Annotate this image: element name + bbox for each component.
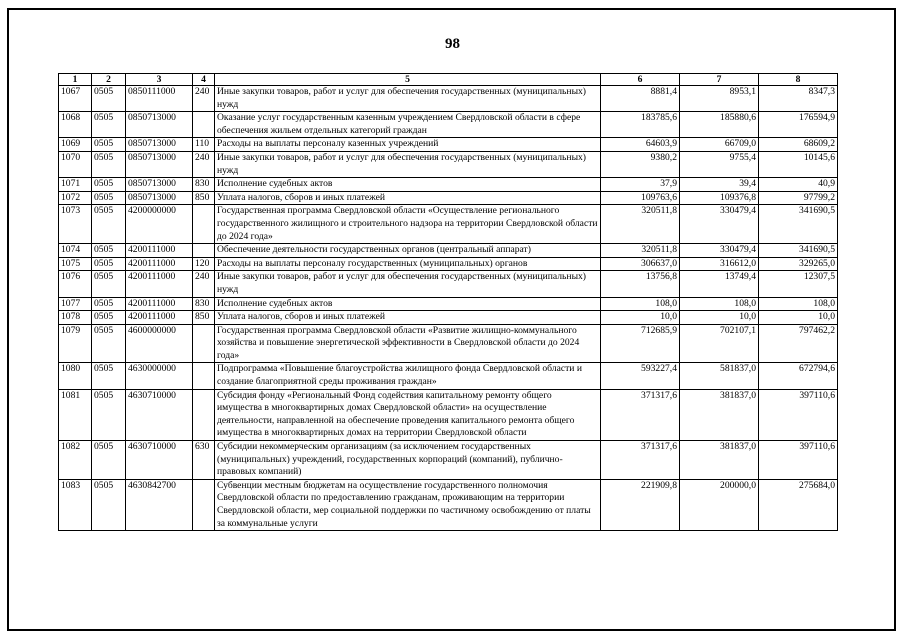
amount-year-2: 185880,6 [680, 112, 759, 138]
expense-type-code: 240 [193, 271, 215, 297]
target-article-code: 4630000000 [126, 363, 193, 389]
amount-year-3: 108,0 [759, 297, 838, 311]
amount-year-2: 381837,0 [680, 389, 759, 440]
section-code: 0505 [92, 112, 126, 138]
row-number: 1073 [59, 205, 92, 244]
target-article-code: 4600000000 [126, 324, 193, 363]
section-code: 0505 [92, 363, 126, 389]
table-row [59, 138, 838, 152]
target-article-code: 4200111000 [126, 297, 193, 311]
row-number: 1083 [59, 479, 92, 530]
amount-year-1: 10,0 [601, 311, 680, 325]
amount-year-2: 200000,0 [680, 479, 759, 530]
table-row [59, 86, 838, 112]
amount-year-1: 109763,6 [601, 191, 680, 205]
table-row [59, 205, 838, 244]
expense-type-code [193, 363, 215, 389]
target-article-code: 4630710000 [126, 389, 193, 440]
amount-year-3: 10,0 [759, 311, 838, 325]
item-name: Уплата налогов, сборов и иных платежей [215, 311, 601, 325]
table-row [59, 257, 838, 271]
item-name: Субсидия фонду «Региональный Фонд содействия капитальному ремонту общего имущества в многоквартирных домах Свердловской области» на осуществление деятельности, направленной на обеспечение проведения капитального ремонта общего имущества в многоквартирных домах на территории Свердловской области [215, 389, 601, 440]
amount-year-2: 330479,4 [680, 205, 759, 244]
expense-type-code [193, 324, 215, 363]
amount-year-1: 13756,8 [601, 271, 680, 297]
item-name: Оказание услуг государственным казенным учреждением Свердловской области в сфере обеспечения жильем отдельных категорий граждан [215, 112, 601, 138]
amount-year-2: 316612,0 [680, 257, 759, 271]
item-name: Расходы на выплаты персоналу казенных учреждений [215, 138, 601, 152]
item-name: Субсидии некоммерческим организациям (за исключением государственных (муниципальных) учреждений, государственных корпораций (компаний), публично-правовых компаний) [215, 441, 601, 480]
row-number: 1071 [59, 178, 92, 192]
expense-type-code: 240 [193, 151, 215, 177]
item-name: Иные закупки товаров, работ и услуг для обеспечения государственных (муниципальных) нужд [215, 86, 601, 112]
column-header: 3 [126, 74, 193, 86]
target-article-code: 0850713000 [126, 178, 193, 192]
table-row [59, 112, 838, 138]
amount-year-3: 8347,3 [759, 86, 838, 112]
amount-year-1: 221909,8 [601, 479, 680, 530]
target-article-code: 4200111000 [126, 244, 193, 258]
column-header: 1 [59, 74, 92, 86]
amount-year-1: 320511,8 [601, 244, 680, 258]
amount-year-3: 176594,9 [759, 112, 838, 138]
amount-year-3: 40,9 [759, 178, 838, 192]
amount-year-2: 381837,0 [680, 441, 759, 480]
expense-type-code: 120 [193, 257, 215, 271]
item-name: Государственная программа Свердловской области «Развитие жилищно-коммунального хозяйства и повышение энергетической эффективности в Свердловской области до 2024 года» [215, 324, 601, 363]
item-name: Исполнение судебных актов [215, 297, 601, 311]
expense-type-code [193, 479, 215, 530]
section-code: 0505 [92, 441, 126, 480]
row-number: 1077 [59, 297, 92, 311]
section-code: 0505 [92, 257, 126, 271]
amount-year-1: 712685,9 [601, 324, 680, 363]
amount-year-3: 341690,5 [759, 244, 838, 258]
item-name: Обеспечение деятельности государственных органов (центральный аппарат) [215, 244, 601, 258]
amount-year-3: 68609,2 [759, 138, 838, 152]
column-header: 5 [215, 74, 601, 86]
item-name: Иные закупки товаров, работ и услуг для обеспечения государственных (муниципальных) нужд [215, 271, 601, 297]
expense-type-code: 240 [193, 86, 215, 112]
row-number: 1074 [59, 244, 92, 258]
amount-year-1: 183785,6 [601, 112, 680, 138]
amount-year-3: 397110,6 [759, 389, 838, 440]
amount-year-2: 8953,1 [680, 86, 759, 112]
item-name: Государственная программа Свердловской области «Осуществление регионального государственного жилищного и строительного надзора на территории Свердловской области до 2024 года» [215, 205, 601, 244]
section-code: 0505 [92, 205, 126, 244]
row-number: 1070 [59, 151, 92, 177]
budget-table [58, 73, 838, 531]
amount-year-3: 797462,2 [759, 324, 838, 363]
row-number: 1081 [59, 389, 92, 440]
table-row [59, 271, 838, 297]
section-code: 0505 [92, 138, 126, 152]
row-number: 1075 [59, 257, 92, 271]
amount-year-3: 10145,6 [759, 151, 838, 177]
table-row [59, 178, 838, 192]
amount-year-2: 13749,4 [680, 271, 759, 297]
amount-year-1: 371317,6 [601, 389, 680, 440]
target-article-code: 4630842700 [126, 479, 193, 530]
section-code: 0505 [92, 191, 126, 205]
table-row [59, 297, 838, 311]
item-name: Иные закупки товаров, работ и услуг для обеспечения государственных (муниципальных) нужд [215, 151, 601, 177]
amount-year-1: 8881,4 [601, 86, 680, 112]
row-number: 1069 [59, 138, 92, 152]
column-header: 6 [601, 74, 680, 86]
row-number: 1068 [59, 112, 92, 138]
amount-year-3: 275684,0 [759, 479, 838, 530]
amount-year-3: 12307,5 [759, 271, 838, 297]
amount-year-2: 581837,0 [680, 363, 759, 389]
amount-year-1: 371317,6 [601, 441, 680, 480]
amount-year-1: 593227,4 [601, 363, 680, 389]
section-code: 0505 [92, 311, 126, 325]
column-header: 4 [193, 74, 215, 86]
amount-year-2: 10,0 [680, 311, 759, 325]
row-number: 1080 [59, 363, 92, 389]
amount-year-3: 397110,6 [759, 441, 838, 480]
target-article-code: 4200111000 [126, 311, 193, 325]
table-row [59, 389, 838, 440]
amount-year-3: 341690,5 [759, 205, 838, 244]
table-row [59, 363, 838, 389]
amount-year-1: 108,0 [601, 297, 680, 311]
row-number: 1067 [59, 86, 92, 112]
expense-type-code: 850 [193, 311, 215, 325]
table-row [59, 311, 838, 325]
table-row [59, 324, 838, 363]
table-row [59, 191, 838, 205]
amount-year-1: 64603,9 [601, 138, 680, 152]
amount-year-2: 702107,1 [680, 324, 759, 363]
table-row [59, 479, 838, 530]
amount-year-3: 97799,2 [759, 191, 838, 205]
amount-year-1: 320511,8 [601, 205, 680, 244]
row-number: 1079 [59, 324, 92, 363]
item-name: Расходы на выплаты персоналу государственных (муниципальных) органов [215, 257, 601, 271]
expense-type-code: 110 [193, 138, 215, 152]
amount-year-2: 39,4 [680, 178, 759, 192]
table-row [59, 441, 838, 480]
row-number: 1082 [59, 441, 92, 480]
row-number: 1076 [59, 271, 92, 297]
section-code: 0505 [92, 244, 126, 258]
expense-type-code [193, 389, 215, 440]
amount-year-2: 66709,0 [680, 138, 759, 152]
target-article-code: 0850713000 [126, 191, 193, 205]
target-article-code: 4200111000 [126, 257, 193, 271]
column-header: 2 [92, 74, 126, 86]
row-number: 1072 [59, 191, 92, 205]
expense-type-code: 830 [193, 178, 215, 192]
column-header: 8 [759, 74, 838, 86]
amount-year-3: 329265,0 [759, 257, 838, 271]
section-code: 0505 [92, 297, 126, 311]
target-article-code: 4630710000 [126, 441, 193, 480]
page-number: 98 [445, 36, 460, 52]
target-article-code: 0850713000 [126, 138, 193, 152]
item-name: Уплата налогов, сборов и иных платежей [215, 191, 601, 205]
target-article-code: 0850713000 [126, 151, 193, 177]
amount-year-2: 330479,4 [680, 244, 759, 258]
expense-type-code: 830 [193, 297, 215, 311]
target-article-code: 0850111000 [126, 86, 193, 112]
section-code: 0505 [92, 324, 126, 363]
table-row [59, 244, 838, 258]
expense-type-code: 630 [193, 441, 215, 480]
row-number: 1078 [59, 311, 92, 325]
amount-year-3: 672794,6 [759, 363, 838, 389]
item-name: Подпрограмма «Повышение благоустройства жилищного фонда Свердловской области и создание благоприятной среды проживания граждан» [215, 363, 601, 389]
expense-type-code: 850 [193, 191, 215, 205]
section-code: 0505 [92, 178, 126, 192]
section-code: 0505 [92, 151, 126, 177]
amount-year-1: 306637,0 [601, 257, 680, 271]
header-row [59, 74, 838, 86]
amount-year-1: 37,9 [601, 178, 680, 192]
amount-year-2: 9755,4 [680, 151, 759, 177]
target-article-code: 4200111000 [126, 271, 193, 297]
table-row [59, 151, 838, 177]
item-name: Исполнение судебных актов [215, 178, 601, 192]
column-header: 7 [680, 74, 759, 86]
section-code: 0505 [92, 271, 126, 297]
amount-year-1: 9380,2 [601, 151, 680, 177]
target-article-code: 0850713000 [126, 112, 193, 138]
expense-type-code [193, 205, 215, 244]
section-code: 0505 [92, 479, 126, 530]
amount-year-2: 108,0 [680, 297, 759, 311]
expense-type-code [193, 112, 215, 138]
item-name: Субвенции местным бюджетам на осуществление государственного полномочия Свердловской области по предоставлению гражданам, проживающим на территории Свердловской области, мер социальной поддержки по частичному освобождению от платы за коммунальные услуги [215, 479, 601, 530]
expense-type-code [193, 244, 215, 258]
section-code: 0505 [92, 86, 126, 112]
amount-year-2: 109376,8 [680, 191, 759, 205]
section-code: 0505 [92, 389, 126, 440]
target-article-code: 4200000000 [126, 205, 193, 244]
